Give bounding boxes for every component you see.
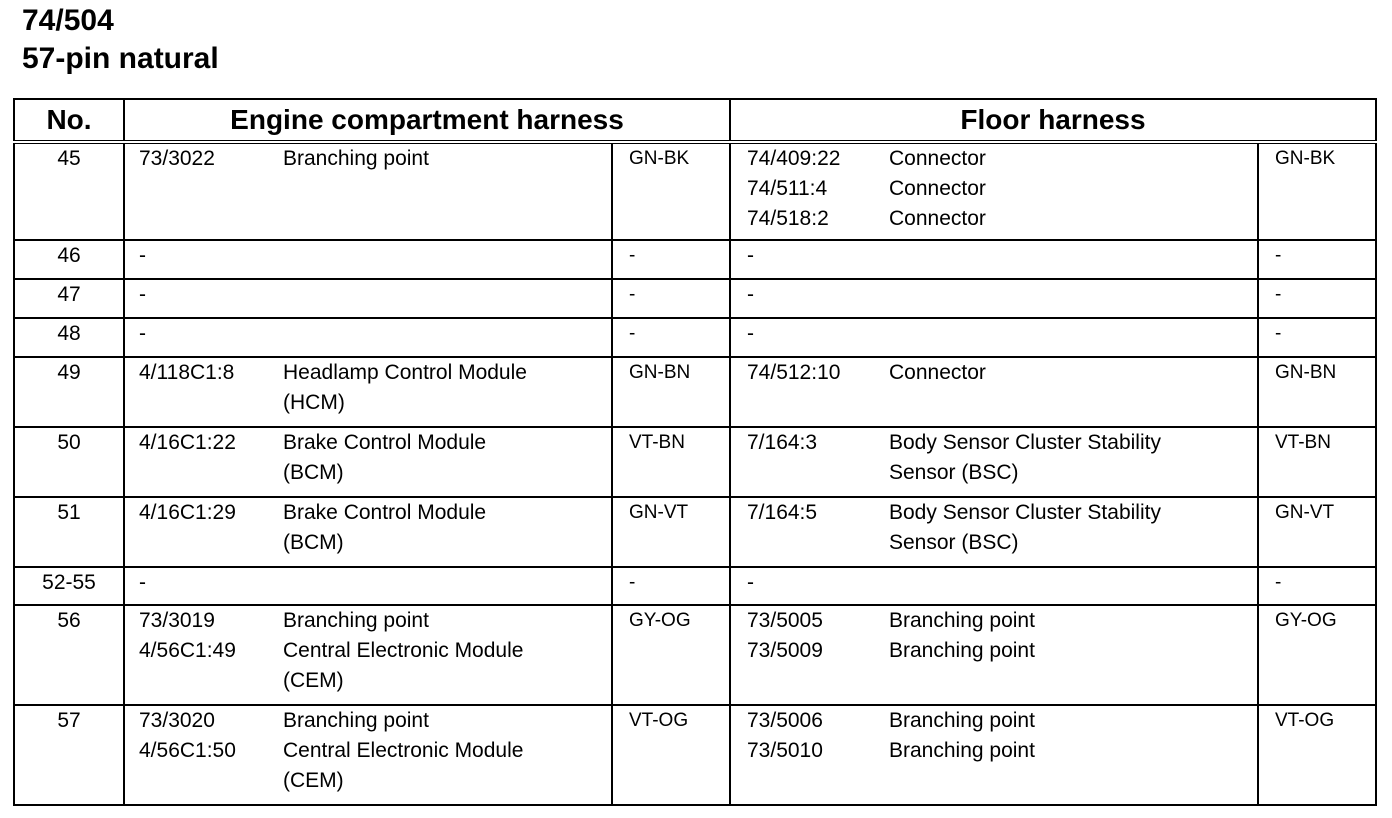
- component-code: 73/5005: [747, 609, 823, 632]
- component-line: [139, 428, 611, 488]
- component-code: -: [747, 244, 754, 267]
- component-line: [139, 706, 611, 736]
- component-code: 4/118C1:8: [139, 361, 235, 384]
- connector-description: 57-pin natural: [22, 42, 219, 75]
- floor-wire-color: -: [1258, 318, 1376, 357]
- pin-number: 46: [14, 240, 124, 279]
- component-code: -: [139, 571, 146, 594]
- floor-harness-cell: [730, 427, 1258, 497]
- floor-harness-cell: [730, 605, 1258, 705]
- pin-number: 56: [14, 605, 124, 705]
- component-line: [747, 204, 1257, 234]
- pin-number: 51: [14, 497, 124, 567]
- component-code: 74/409:22: [747, 147, 841, 170]
- component-description: Branching point: [889, 739, 1035, 762]
- component-description: Branching point: [889, 609, 1035, 632]
- floor-wire-color: -: [1258, 279, 1376, 318]
- component-code: 74/518:2: [747, 207, 829, 230]
- component-description: Branching point: [889, 709, 1035, 732]
- component-description: Branching point: [283, 609, 429, 632]
- component-description: Branching point: [889, 639, 1035, 662]
- component-description: [889, 568, 1257, 598]
- floor-harness-cell: [730, 142, 1258, 240]
- component-description: Branching point: [283, 147, 429, 170]
- component-line: [139, 319, 611, 349]
- component-line: [747, 606, 1257, 636]
- component-code: 7/164:3: [747, 431, 818, 454]
- component-description: [283, 280, 611, 310]
- table-row: [14, 567, 1376, 605]
- engine-wire-color: -: [612, 240, 730, 279]
- table-row: [14, 142, 1376, 240]
- component-description: Body Sensor Cluster Stability Sensor (BSC): [889, 501, 1161, 554]
- component-code: 73/5006: [747, 709, 823, 732]
- floor-wire-color: VT-BN: [1258, 427, 1376, 497]
- engine-wire-color: GN-BK: [612, 142, 730, 240]
- engine-harness-cell: [124, 567, 612, 605]
- component-line: [747, 636, 1257, 666]
- component-description: [889, 319, 1257, 349]
- component-line: [747, 358, 1257, 388]
- engine-harness-cell: [124, 142, 612, 240]
- component-line: [139, 568, 611, 598]
- pin-number: 57: [14, 705, 124, 805]
- table-row: [14, 318, 1376, 357]
- engine-wire-color: VT-BN: [612, 427, 730, 497]
- component-code: 73/3022: [139, 147, 215, 170]
- component-line: [747, 174, 1257, 204]
- floor-wire-color: VT-OG: [1258, 705, 1376, 805]
- component-description: [889, 280, 1257, 310]
- pin-number: 49: [14, 357, 124, 427]
- component-code: -: [747, 283, 754, 306]
- engine-harness-cell: [124, 497, 612, 567]
- component-code: -: [139, 283, 146, 306]
- component-code: 7/164:5: [747, 501, 818, 524]
- component-code: 73/5010: [747, 739, 823, 762]
- engine-wire-color: GN-BN: [612, 357, 730, 427]
- engine-wire-color: -: [612, 318, 730, 357]
- component-line: [747, 280, 1257, 310]
- component-description: Connector: [889, 147, 986, 170]
- pinout-table: [13, 98, 1377, 806]
- component-code: 4/16C1:22: [139, 431, 236, 454]
- component-code: -: [747, 322, 754, 345]
- component-line: [139, 736, 611, 796]
- floor-wire-color: GN-BK: [1258, 142, 1376, 240]
- engine-wire-color: -: [612, 279, 730, 318]
- component-code: -: [139, 322, 146, 345]
- component-line: [747, 428, 1257, 488]
- engine-harness-cell: [124, 427, 612, 497]
- component-description: [283, 241, 611, 271]
- engine-harness-cell: [124, 240, 612, 279]
- floor-wire-color: -: [1258, 240, 1376, 279]
- engine-harness-cell: [124, 357, 612, 427]
- component-line: [139, 358, 611, 418]
- table-row: [14, 240, 1376, 279]
- component-description: Body Sensor Cluster Stability Sensor (BSC): [889, 431, 1161, 484]
- component-line: [139, 280, 611, 310]
- component-description: Central Electronic Module (CEM): [283, 639, 524, 692]
- pin-number: 48: [14, 318, 124, 357]
- table-row: [14, 705, 1376, 805]
- component-code: 4/56C1:49: [139, 639, 236, 662]
- floor-harness-cell: [730, 497, 1258, 567]
- component-description: [283, 568, 611, 598]
- component-code: -: [747, 571, 754, 594]
- pin-number: 50: [14, 427, 124, 497]
- page-header: [22, 2, 219, 78]
- component-line: [747, 568, 1257, 598]
- component-description: Brake Control Module (BCM): [283, 501, 487, 554]
- floor-wire-color: GY-OG: [1258, 605, 1376, 705]
- engine-wire-color: GY-OG: [612, 605, 730, 705]
- component-description: Central Electronic Module (CEM): [283, 739, 524, 792]
- table-body: [14, 142, 1376, 805]
- component-description: [283, 319, 611, 349]
- component-line: [747, 319, 1257, 349]
- component-code: 74/512:10: [747, 361, 841, 384]
- engine-wire-color: GN-VT: [612, 497, 730, 567]
- floor-harness-cell: [730, 240, 1258, 279]
- engine-harness-cell: [124, 605, 612, 705]
- component-code: 73/3020: [139, 709, 215, 732]
- engine-wire-color: -: [612, 567, 730, 605]
- connector-id: 74/504: [22, 4, 114, 37]
- component-line: [747, 736, 1257, 766]
- table-row: [14, 279, 1376, 318]
- header-engine-harness: Engine compartment harness: [124, 99, 730, 142]
- component-description: Connector: [889, 207, 986, 230]
- floor-harness-cell: [730, 357, 1258, 427]
- component-code: 73/5009: [747, 639, 823, 662]
- table-header-row: [14, 99, 1376, 142]
- pin-number: 45: [14, 142, 124, 240]
- engine-harness-cell: [124, 705, 612, 805]
- floor-harness-cell: [730, 279, 1258, 318]
- pin-number: 52-55: [14, 567, 124, 605]
- floor-wire-color: GN-VT: [1258, 497, 1376, 567]
- floor-wire-color: -: [1258, 567, 1376, 605]
- table-row: [14, 427, 1376, 497]
- component-code: 73/3019: [139, 609, 215, 632]
- component-description: Headlamp Control Module (HCM): [283, 361, 527, 414]
- component-code: 4/16C1:29: [139, 501, 236, 524]
- component-description: [889, 241, 1257, 271]
- pin-number: 47: [14, 279, 124, 318]
- floor-wire-color: GN-BN: [1258, 357, 1376, 427]
- component-line: [747, 706, 1257, 736]
- header-floor-harness: Floor harness: [730, 99, 1376, 142]
- component-line: [747, 241, 1257, 271]
- table-row: [14, 605, 1376, 705]
- component-code: 4/56C1:50: [139, 739, 236, 762]
- floor-harness-cell: [730, 318, 1258, 357]
- component-line: [747, 144, 1257, 174]
- table-row: [14, 357, 1376, 427]
- component-line: [139, 498, 611, 558]
- component-line: [139, 636, 611, 696]
- component-code: -: [139, 244, 146, 267]
- floor-harness-cell: [730, 567, 1258, 605]
- component-line: [139, 606, 611, 636]
- component-description: Branching point: [283, 709, 429, 732]
- component-line: [139, 144, 611, 174]
- floor-harness-cell: [730, 705, 1258, 805]
- table-row: [14, 497, 1376, 567]
- engine-wire-color: VT-OG: [612, 705, 730, 805]
- engine-harness-cell: [124, 279, 612, 318]
- component-description: Connector: [889, 361, 986, 384]
- component-description: Brake Control Module (BCM): [283, 431, 487, 484]
- component-line: [747, 498, 1257, 558]
- engine-harness-cell: [124, 318, 612, 357]
- component-code: 74/511:4: [747, 177, 828, 200]
- header-no: No.: [14, 99, 124, 142]
- component-line: [139, 241, 611, 271]
- component-description: Connector: [889, 177, 986, 200]
